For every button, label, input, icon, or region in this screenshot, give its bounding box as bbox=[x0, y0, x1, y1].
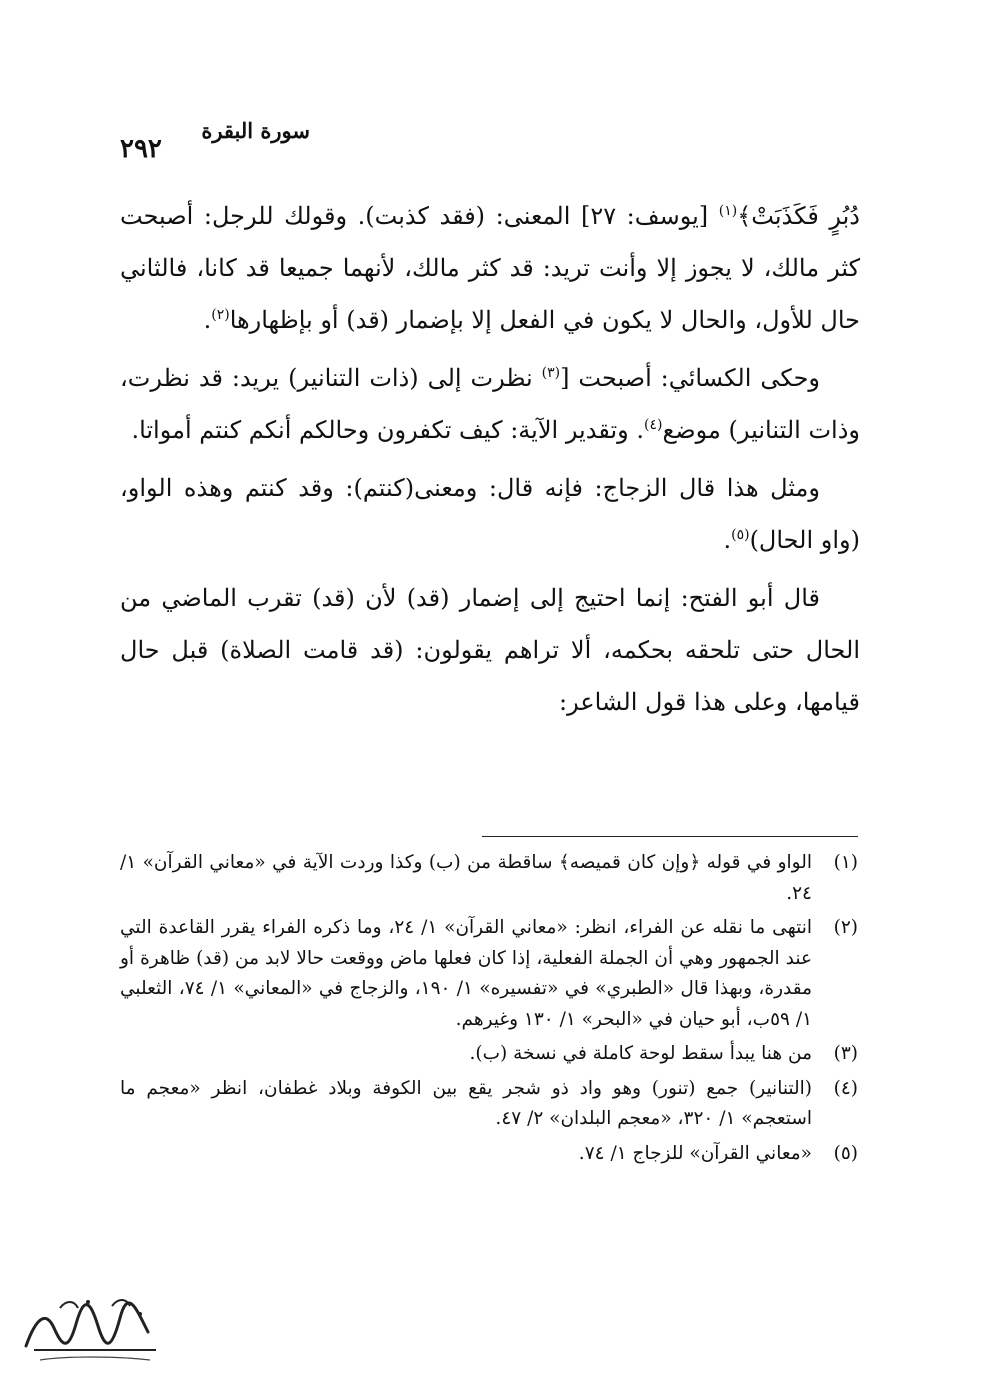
main-text bbox=[120, 190, 860, 734]
footnotes bbox=[120, 848, 858, 1173]
paragraph-3 bbox=[120, 462, 860, 566]
footnote-ref-1[interactable]: (١) bbox=[718, 203, 738, 219]
footnote-ref-3[interactable]: (٣) bbox=[541, 365, 561, 381]
footnote-number: (٣) bbox=[833, 1043, 858, 1064]
footnote-5 bbox=[120, 1139, 858, 1170]
paragraph-2-text-a: وحكى الكسائي: أصبحت [ bbox=[560, 364, 821, 392]
paragraph-4: قال أبو الفتح: إنما احتيج إلى إضمار (قد) لأن (قد) تقرب الماضي من الحال حتى تلحقه بحكمه، ألا تراهم يقولون: (قد قامت الصلاة) قبل حال قيامها، وعلى هذا قول الشاعر: bbox=[120, 584, 860, 716]
footnote-ref-4[interactable]: (٤) bbox=[644, 417, 663, 433]
footnote-text: «معاني القرآن» للزجاج ١/ ٧٤. bbox=[578, 1142, 812, 1164]
footnote-text: الواو في قوله ﴿وإن كان قميصه﴾ ساقطة من (ب) وكذا وردت الآية في «معاني القرآن» ١/ ٢٤. bbox=[120, 852, 812, 904]
footnote-text: انتهى ما نقله عن الفراء، انظر: «معاني القرآن» ١/ ٢٤، وما ذكره الفراء يقرر القاعدة التي عند الجمهور وهي أن الجملة الفعلية، إذا كان فعلها ماض ووقعت حالا لابد من (قد) ظاهرة أو مقدرة، وبهذا قال «الطبري» في «تفسيره» ١/ ١٩٠، والزجاج في «المعاني» ١/ ٧٤، الثعلبي ١/ ٥٩ب، أبو حيان في «البحر» ١/ ١٣٠ وغيرهم. bbox=[120, 917, 812, 1030]
paragraph-1 bbox=[120, 190, 860, 346]
footnote-text: (التنانير) جمع (تنور) وهو واد ذو شجر يقع بين الكوفة وبلاد غطفان، انظر «معجم ما استعجم» ١/ ٣٢٠، «معجم البلدان» ٢/ ٤٧. bbox=[120, 1077, 812, 1129]
footnote-3 bbox=[120, 1039, 858, 1070]
page-number: ٢٩٢ bbox=[120, 134, 162, 164]
paragraph-3-text-a: ومثل هذا قال الزجاج: فإنه قال: ومعنى(كنتم): وقد كنتم وهذه الواو، (واو الحال) bbox=[120, 474, 860, 554]
footnote-number: (٢) bbox=[833, 917, 858, 938]
paragraph-1-end: . bbox=[203, 306, 212, 334]
footnote-text: من هنا يبدأ سقط لوحة كاملة في نسخة (ب). bbox=[469, 1043, 812, 1064]
footnote-2 bbox=[120, 913, 858, 1035]
footnote-divider bbox=[482, 836, 858, 837]
paragraph-2 bbox=[120, 352, 860, 456]
page-header bbox=[120, 112, 870, 162]
footnote-number: (٥) bbox=[833, 1142, 858, 1164]
quran-fragment: دُبُرٍ فَكَذَبَتْ﴾ bbox=[737, 202, 860, 230]
paragraph-1-text: [يوسف: ٢٧] المعنى: (فقد كذبت). وقولك للرجل: أصبحت كثر مالك، لا يجوز إلا وأنت تريد: قد كثر مالك، لأنهما جميعا قد كانا، فالثاني حال للأول، والحال لا يكون في الفعل إلا بإضمار (قد) أو بإظهارها bbox=[120, 202, 860, 334]
footnote-ref-2[interactable]: (٢) bbox=[211, 307, 230, 323]
surah-title: سورة البقرة bbox=[201, 118, 310, 143]
footnote-number: (١) bbox=[833, 852, 858, 873]
footnote-1 bbox=[120, 848, 858, 909]
publisher-logo bbox=[16, 1288, 164, 1368]
footnote-number: (٤) bbox=[833, 1077, 858, 1099]
paragraph-2-text-b: نظرت إلى (ذات التنانير) يريد: قد نظرت، وذات التنانير) موضع bbox=[120, 364, 860, 444]
paragraph-3-text-b: . bbox=[723, 526, 732, 554]
footnote-ref-5[interactable]: (٥) bbox=[731, 527, 750, 543]
paragraph-2-text-c: . وتقدير الآية: كيف تكفرون وحالكم أنكم كنتم أمواتا. bbox=[131, 416, 645, 444]
footnote-4 bbox=[120, 1074, 858, 1135]
